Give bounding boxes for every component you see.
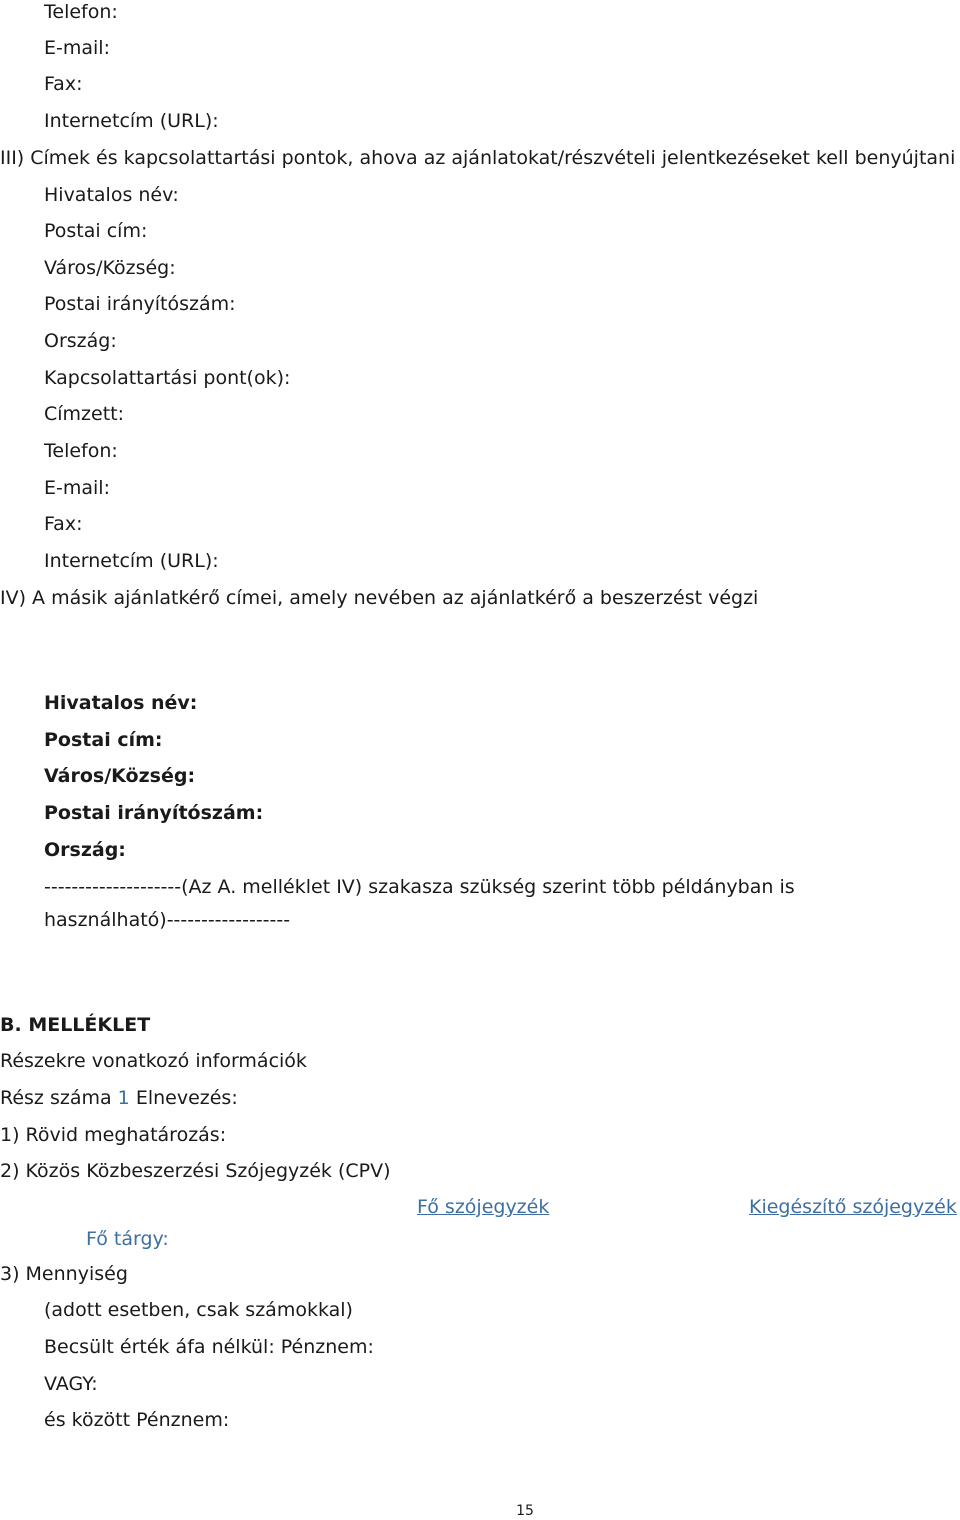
kiegeszito-szojegyzek-link[interactable]: Kiegészítő szójegyzék [749, 1196, 957, 1218]
cpv-heading: 2) Közös Közbeszerzési Szójegyzék (CPV) [0, 1160, 391, 1182]
iii-orszag-label: Ország: [44, 330, 117, 352]
iii-url-label: Internetcím (URL): [44, 550, 219, 572]
fo-targy-label: Fő tárgy: [86, 1228, 169, 1250]
iii-fax-label: Fax: [44, 513, 83, 535]
annex-b-title: B. MELLÉKLET [0, 1014, 151, 1036]
page-number: 15 [516, 1503, 534, 1519]
url-label-top: Internetcím (URL): [44, 110, 219, 132]
email-label-top: E-mail: [44, 37, 110, 59]
elnevezes-label: Elnevezés: [135, 1087, 238, 1109]
iv-postai-cim-label: Postai cím: [44, 729, 163, 751]
becsult-ertek-label: Becsült érték áfa nélkül: Pénznem: [44, 1336, 374, 1358]
iv-varos-label: Város/Község: [44, 765, 196, 787]
iv-note-line-2: használható)------------------ [44, 909, 291, 931]
iv-note-line-1: --------------------(Az A. melléklet IV) szakasza szükség szerint több példányban is [44, 876, 795, 898]
vagy-label: VAGY: [44, 1373, 98, 1395]
iii-varos-label: Város/Község: [44, 257, 176, 279]
resz-szama-row [0, 1086, 238, 1110]
iii-email-label: E-mail: [44, 477, 110, 499]
telefon-label-top: Telefon: [44, 1, 118, 23]
iii-telefon-label: Telefon: [44, 440, 118, 462]
iv-hivatalos-nev-label: Hivatalos név: [44, 692, 198, 714]
iii-kapcsolattartasi-label: Kapcsolattartási pont(ok): [44, 367, 291, 389]
es-kozott-label: és között Pénznem: [44, 1409, 230, 1431]
resz-szama-label: Rész száma [0, 1087, 112, 1109]
iv-orszag-label: Ország: [44, 839, 126, 861]
mennyiseg-heading: 3) Mennyiség [0, 1263, 128, 1285]
adott-esetben-note: (adott esetben, csak számokkal) [44, 1299, 353, 1321]
section-iv-heading: IV) A másik ajánlatkérő címei, amely nevében az ajánlatkérő a beszerzést végzi [0, 587, 759, 609]
fo-szojegyzek-link[interactable]: Fő szójegyzék [417, 1196, 550, 1218]
iii-postai-cim-label: Postai cím: [44, 220, 148, 242]
section-iii-heading: III) Címek és kapcsolattartási pontok, ahova az ajánlatokat/részvételi jelentkezéseket kell benyújtani [0, 147, 956, 169]
resz-szama-value: 1 [117, 1087, 130, 1109]
iii-iranyitoszam-label: Postai irányítószám: [44, 293, 236, 315]
fax-label-top: Fax: [44, 73, 83, 95]
annex-b-subtitle: Részekre vonatkozó információk [0, 1050, 307, 1072]
iv-iranyitoszam-label: Postai irányítószám: [44, 802, 264, 824]
rovid-meghatarozas-label: 1) Rövid meghatározás: [0, 1124, 227, 1146]
iii-hivatalos-nev-label: Hivatalos név: [44, 184, 179, 206]
iii-cimzett-label: Címzett: [44, 403, 125, 425]
